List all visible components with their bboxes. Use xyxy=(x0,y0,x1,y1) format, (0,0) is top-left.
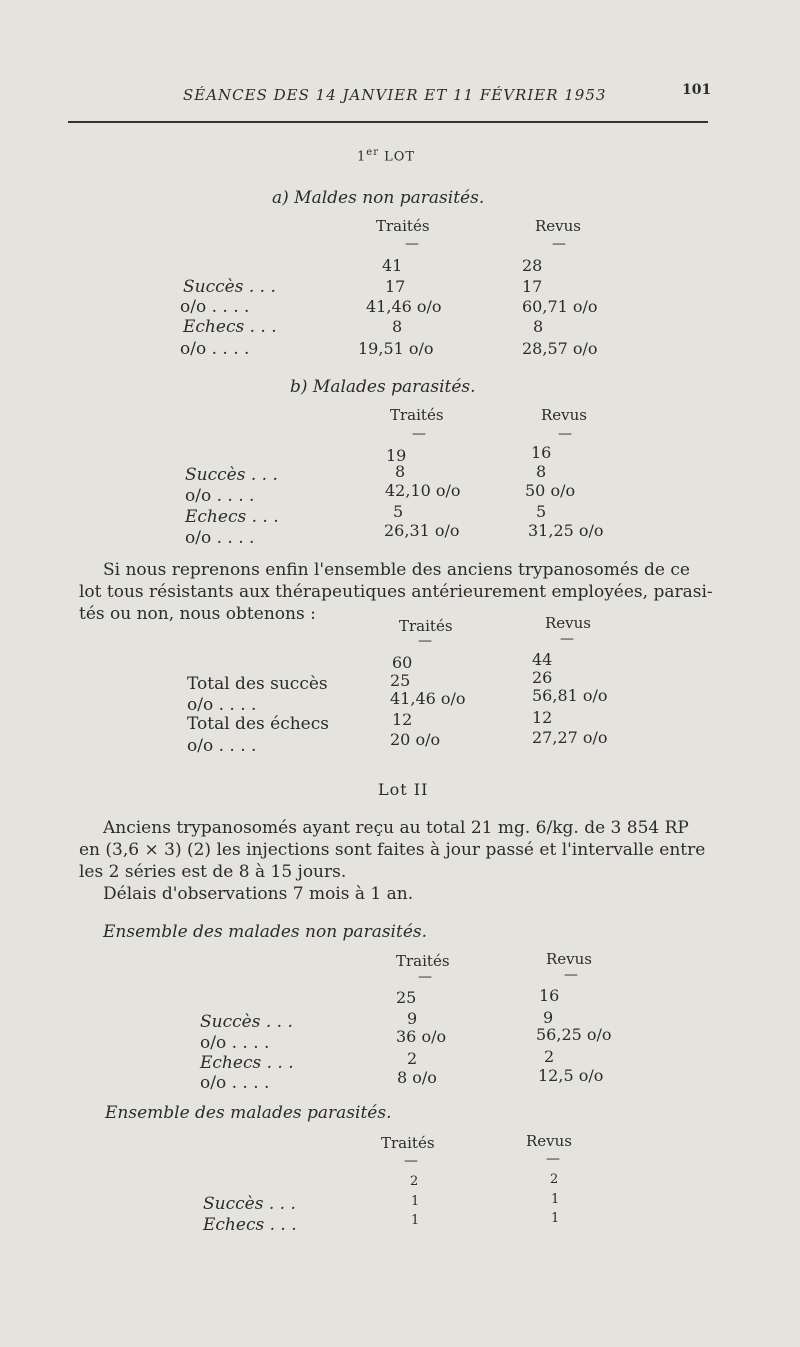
section-a-row-label: Echecs . . . xyxy=(183,317,277,337)
totals-row-label: Total des échecs xyxy=(187,714,329,734)
lot2-np-dash-2: — xyxy=(564,967,578,983)
section-a-row-label: o/o . . . . xyxy=(180,339,250,359)
totals-col-traites: Traités xyxy=(399,617,453,635)
lot2-p-row-value-revus: 1 xyxy=(551,1192,560,1207)
lot2-np-row-value-traites: 8 o/o xyxy=(397,1068,437,1087)
section-b-total-revus: 16 xyxy=(531,443,552,462)
totals-col-revus: Revus xyxy=(545,614,592,632)
lot2-np-row-value-traites: 36 o/o xyxy=(396,1027,447,1046)
lot2-p-total-revus: 2 xyxy=(550,1172,559,1187)
lot2-paragraph-line: les 2 séries est de 8 à 15 jours. xyxy=(79,862,347,882)
lot2-np-row-value-revus: 9 xyxy=(543,1008,554,1027)
lot2-np-row-value-revus: 56,25 o/o xyxy=(536,1025,612,1044)
section-a-row-value-revus: 60,71 o/o xyxy=(522,297,598,316)
lot2-np-row-value-traites: 9 xyxy=(407,1009,418,1028)
lot2-np-row-value-revus: 2 xyxy=(544,1047,555,1066)
section-b-col-revus: Revus xyxy=(541,406,588,424)
section-a-row-value-traites: 19,51 o/o xyxy=(358,339,434,358)
lot1-paragraph-line: Si nous reprenons enfin l'ensemble des anciens trypanosomés de ce xyxy=(103,560,690,580)
lot2-p-row-value-traites: 1 xyxy=(411,1194,420,1209)
section-b-dash-1: — xyxy=(412,426,426,442)
totals-row-value-traites: 20 o/o xyxy=(390,730,441,749)
page-number: 101 xyxy=(682,82,712,98)
section-a-total-revus: 28 xyxy=(522,256,543,275)
lot2-p-col-revus: Revus xyxy=(526,1132,573,1150)
section-a-total-traites: 41 xyxy=(382,256,403,275)
totals-row-value-traites: 25 xyxy=(390,671,411,690)
section-b-row-value-revus: 8 xyxy=(536,462,547,481)
section-a-row-value-revus: 8 xyxy=(533,317,544,336)
section-a-col-revus: Revus xyxy=(535,217,582,235)
section-b-row-label: Succès . . . xyxy=(185,465,278,485)
section-b-total-traites: 19 xyxy=(386,446,407,465)
section-b-row-label: Echecs . . . xyxy=(185,507,279,527)
lot1-title-word: LOT xyxy=(384,149,416,165)
lot2-p-dash-1: — xyxy=(404,1153,418,1169)
totals-row-label: Total des succès xyxy=(187,674,328,694)
lot1-title-number: 1 xyxy=(357,149,367,165)
lot2-p-row-label: Echecs . . . xyxy=(203,1215,297,1235)
totals-row-label: o/o . . . . xyxy=(187,736,257,756)
section-a-row-value-traites: 8 xyxy=(392,317,403,336)
section-a-row-label: o/o . . . . xyxy=(180,297,250,317)
totals-row-label: o/o . . . . xyxy=(187,695,257,715)
section-a-row-value-revus: 28,57 o/o xyxy=(522,339,598,358)
totals-row-value-traites: 41,46 o/o xyxy=(390,689,466,708)
totals-dash-1: — xyxy=(418,633,432,649)
lot1-paragraph-line: lot tous résistants aux thérapeutiques antérieurement employées, parasi- xyxy=(79,582,713,602)
totals-total-traites: 60 xyxy=(392,653,413,672)
totals-row-value-traites: 12 xyxy=(392,710,413,729)
section-a-title: a) Maldes non parasités. xyxy=(272,188,485,208)
lot2-p-row-value-traites: 1 xyxy=(411,1213,420,1228)
section-b-row-label: o/o . . . . xyxy=(185,486,255,506)
lot2-p-row-label: Succès . . . xyxy=(203,1194,296,1214)
lot2-np-total-traites: 25 xyxy=(396,988,417,1007)
lot1-paragraph-line: tés ou non, nous obtenons : xyxy=(79,604,316,624)
section-a-dash-1: — xyxy=(405,236,419,252)
lot2-np-dash-1: — xyxy=(418,969,432,985)
lot1-title xyxy=(357,147,415,164)
section-b-col-traites: Traités xyxy=(390,406,444,424)
lot2-np-row-value-revus: 12,5 o/o xyxy=(538,1066,604,1085)
section-b-row-value-traites: 8 xyxy=(395,462,406,481)
lot2-paragraph-line: Anciens trypanosomés ayant reçu au total 21 mg. 6/kg. de 3 854 RP xyxy=(103,818,689,838)
lot2-p-dash-2: — xyxy=(546,1151,560,1167)
totals-dash-2: — xyxy=(560,631,574,647)
lot2-p-col-traites: Traités xyxy=(381,1134,435,1152)
section-a-dash-2: — xyxy=(552,236,566,252)
lot2-np-row-value-traites: 2 xyxy=(407,1049,418,1068)
section-b-row-label: o/o . . . . xyxy=(185,528,255,548)
section-a-row-value-traites: 17 xyxy=(385,277,406,296)
section-a-col-traites: Traités xyxy=(376,217,430,235)
totals-row-value-revus: 27,27 o/o xyxy=(532,728,608,747)
lot2-p-row-value-revus: 1 xyxy=(551,1211,560,1226)
lot2-np-col-revus: Revus xyxy=(546,950,593,968)
lot2-np-row-label: o/o . . . . xyxy=(200,1073,270,1093)
section-b-row-value-revus: 31,25 o/o xyxy=(528,521,604,540)
lot2-np-row-label: o/o . . . . xyxy=(200,1033,270,1053)
section-b-row-value-revus: 5 xyxy=(536,502,547,521)
lot2-np-col-traites: Traités xyxy=(396,952,450,970)
section-b-row-value-traites: 42,10 o/o xyxy=(385,481,461,500)
section-a-row-value-traites: 41,46 o/o xyxy=(366,297,442,316)
totals-row-value-revus: 26 xyxy=(532,668,553,687)
lot2-np-row-label: Echecs . . . xyxy=(200,1053,294,1073)
section-b-row-value-traites: 5 xyxy=(393,502,404,521)
running-header: SÉANCES DES 14 JANVIER ET 11 FÉVRIER 1953 xyxy=(183,86,607,104)
lot2-np-row-label: Succès . . . xyxy=(200,1012,293,1032)
section-b-title: b) Malades parasités. xyxy=(290,377,476,397)
header-rule xyxy=(68,121,708,123)
section-b-row-value-traites: 26,31 o/o xyxy=(384,521,460,540)
totals-row-value-revus: 56,81 o/o xyxy=(532,686,608,705)
totals-row-value-revus: 12 xyxy=(532,708,553,727)
lot2-np-total-revus: 16 xyxy=(539,986,560,1005)
section-b-dash-2: — xyxy=(558,426,572,442)
lot2-paragraph-line: en (3,6 × 3) (2) les injections sont faites à jour passé et l'intervalle entre xyxy=(79,840,706,860)
lot1-title-superscript: er xyxy=(366,147,379,158)
lot2-parasites-title: Ensemble des malades parasités. xyxy=(105,1103,392,1123)
lot2-delay-line: Délais d'observations 7 mois à 1 an. xyxy=(103,884,414,904)
lot2-title: Lot II xyxy=(378,780,429,799)
section-b-row-value-revus: 50 o/o xyxy=(525,481,576,500)
totals-total-revus: 44 xyxy=(532,650,553,669)
section-a-row-value-revus: 17 xyxy=(522,277,543,296)
lot2-non-parasites-title: Ensemble des malades non parasités. xyxy=(103,922,428,942)
lot2-p-total-traites: 2 xyxy=(410,1174,419,1189)
section-a-row-label: Succès . . . xyxy=(183,277,276,297)
